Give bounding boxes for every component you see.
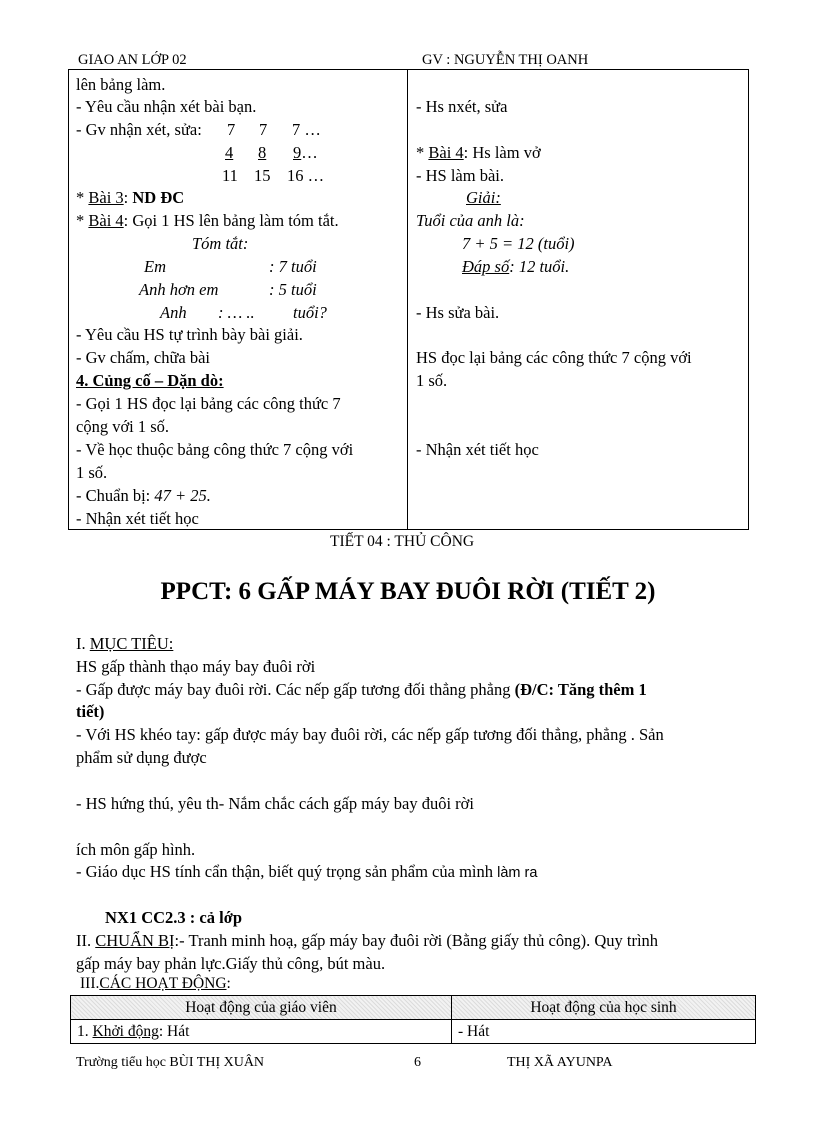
footer-town: THỊ XÃ AYUNPA: [507, 1055, 613, 1070]
bai4-line: * Bài 4: Gọi 1 HS lên bảng làm tóm tắt.: [76, 211, 339, 230]
muctieu-line: phẩm sử dụng được: [76, 748, 207, 767]
table-row: [71, 1020, 756, 1044]
muctieu-line: - Gấp được máy bay đuôi rời. Các nếp gấp tương đối thẳng phẳng (Đ/C: Tăng thêm 1: [76, 680, 647, 699]
tomtat-anh-hon-em: Anh hơn em: [139, 280, 219, 299]
right-line: - Nhận xét tiết học: [416, 440, 539, 459]
lesson-subject: TIẾT 04 : THỦ CÔNG: [330, 533, 475, 550]
footer-page-number: 6: [414, 1055, 421, 1070]
dapso-line: Đáp số: 12 tuổi.: [462, 257, 570, 276]
chuanbi-line: II. CHUẨN BỊ:- Tranh minh hoạ, gấp máy bay đuôi rời (Bằng giấy thủ công). Quy trình: [76, 931, 659, 950]
calc-cell: 16 …: [287, 166, 325, 185]
cungco-heading: 4. Củng cố – Dặn dò:: [76, 371, 224, 390]
nx-line: NX1 CC2.3 : cả lớp: [105, 908, 243, 927]
left-line: - Yêu cầu HS tự trình bày bài giải.: [76, 325, 303, 344]
muctieu-line: - Giáo dục HS tính cẩn thận, biết quý trọng sản phẩm của mình làm ra: [76, 862, 538, 881]
student-cell: - Hát: [452, 1020, 756, 1044]
left-line: lên bảng làm.: [76, 75, 166, 94]
left-line: - Gọi 1 HS đọc lại bảng các công thức 7: [76, 394, 341, 413]
hoatdong-heading: III.CÁC HOẠT ĐỘNG:: [80, 975, 231, 992]
header-right: GV : NGUYỄN THỊ OANH: [422, 52, 589, 68]
calc-cell: 7: [259, 120, 268, 139]
footer-school: Trường tiểu học BÙI THỊ XUÂN: [76, 1055, 265, 1070]
right-line: - Hs nxét, sửa: [416, 97, 508, 116]
tomtat-anh-value: tuổi?: [293, 303, 327, 322]
header-left: GIAO AN LỚP 02: [78, 52, 187, 68]
right-line: 7 + 5 = 12 (tuổi): [462, 234, 575, 253]
right-bai4-line: * Bài 4: Hs làm vở: [416, 143, 541, 162]
muctieu-line: HS gấp thành thạo máy bay đuôi rời: [76, 657, 316, 676]
column-header-teacher: Hoạt động của giáo viên: [71, 996, 452, 1020]
left-line: - Nhận xét tiết học: [76, 509, 199, 528]
tomtat-label: Tóm tắt:: [192, 234, 249, 253]
calc-cell: 4: [225, 143, 234, 162]
calc-cell: 11: [222, 166, 238, 185]
tomtat-anh: Anh: [160, 303, 187, 322]
right-line: HS đọc lại bảng các công thức 7 cộng với: [416, 348, 692, 367]
calc-cell: 8: [258, 143, 267, 162]
tomtat-em: Em: [144, 257, 166, 276]
calc-cell: 15: [254, 166, 271, 185]
lesson-table: [68, 70, 749, 530]
right-line: 1 số.: [416, 371, 448, 390]
calc-digit: 9: [293, 143, 302, 162]
bai3-line: * Bài 3: ND ĐC: [76, 188, 185, 207]
left-line: - Yêu cầu nhận xét bài bạn.: [76, 97, 257, 116]
calc-cell: 7: [227, 120, 236, 139]
page-title: PPCT: 6 GẤP MÁY BAY ĐUÔI RỜI (TIẾT 2): [160, 578, 656, 605]
muctieu-line: tiết): [76, 702, 105, 721]
muctieu-line: - HS hứng thú, yêu th- Nắm chắc cách gấp máy bay đuôi rời: [76, 794, 474, 813]
teacher-cell: 1. Khởi động: Hát: [71, 1020, 452, 1044]
chuanbi-line: gấp máy bay phản lực.Giấy thủ công, bút màu.: [76, 954, 386, 973]
left-line: 1 số.: [76, 463, 108, 482]
calc-cell: [293, 143, 318, 163]
muctieu-line: - Với HS khéo tay: gấp được máy bay đuôi rời, các nếp gấp tương đối thẳng, phẳng . Sản: [76, 725, 664, 744]
table-header-row: [71, 996, 756, 1020]
tomtat-anh-dots: : … ..: [218, 303, 255, 322]
tomtat-em-value: : 7 tuổi: [269, 257, 317, 276]
calc-cell: 7 …: [292, 120, 321, 139]
column-header-student: Hoạt động của học sinh: [452, 996, 756, 1020]
left-line: - Về học thuộc bảng công thức 7 cộng với: [76, 440, 354, 459]
muctieu-heading: I. MỤC TIÊU:: [76, 634, 174, 653]
right-line: - Hs sửa bài.: [416, 303, 500, 322]
right-line: Tuổi của anh là:: [416, 211, 525, 230]
left-line: - Gv chấm, chữa bài: [76, 348, 211, 367]
muctieu-line: ích môn gấp hình.: [76, 840, 196, 859]
giai-label: Giải:: [466, 188, 501, 207]
tomtat-anh-hon-em-value: : 5 tuổi: [269, 280, 317, 299]
table-divider: [407, 70, 408, 529]
chuanbi-line: - Chuẩn bị: 47 + 25.: [76, 486, 211, 505]
activity-table: [70, 995, 756, 1044]
left-line: cộng với 1 số.: [76, 417, 170, 436]
left-line: - Gv nhận xét, sửa:: [76, 120, 202, 139]
calc-ellipsis: …: [301, 143, 318, 162]
right-line: - HS làm bài.: [416, 166, 504, 185]
